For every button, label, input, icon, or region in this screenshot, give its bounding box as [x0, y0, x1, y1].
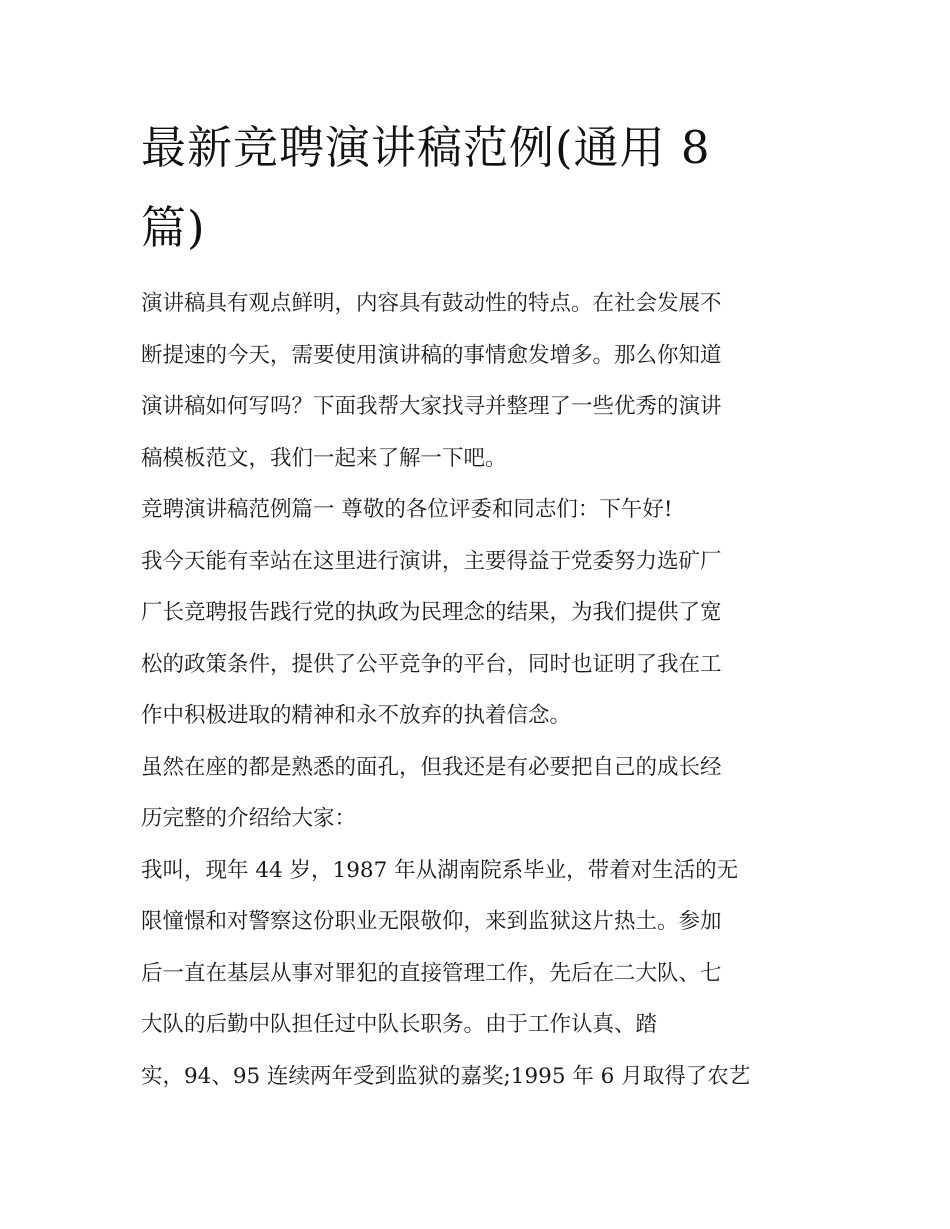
title-line-1: 最新竞聘演讲稿范例(通用 8 [141, 121, 711, 174]
body-line: 后一直在基层从事对罪犯的直接管理工作，先后在二大队、七 [141, 960, 722, 986]
body-line: 实，94、95 连续两年受到监狱的嘉奖;1995 年 6 月取得了农艺 [141, 1063, 751, 1089]
body-line: 演讲稿如何写吗？下面我帮大家找寻并整理了一些优秀的演讲 [141, 394, 722, 419]
body-line: 松的政策条件，提供了公平竞争的平台，同时也证明了我在工 [141, 651, 722, 677]
body-line: 我叫，现年 44 岁，1987 年从湖南院系毕业，带着对生活的无 [141, 857, 739, 883]
body-line: 作中积极进取的精神和永不放弃的执着信念。 [141, 703, 572, 728]
body-line: 限憧憬和对警察这份职业无限敬仰，来到监狱这片热土。参加 [141, 909, 722, 934]
body-line: 我今天能有幸站在这里进行演讲，主要得益于党委努力选矿厂 [141, 548, 722, 574]
body-line: 厂长竞聘报告践行党的执政为民理念的结果，为我们提供了宽 [141, 600, 722, 625]
body-line: 历完整的介绍给大家： [141, 806, 357, 831]
document-body [141, 278, 813, 1102]
body-line: 大队的后勤中队担任过中队长职务。由于工作认真、踏 [141, 1012, 658, 1037]
body-line: 断提速的今天，需要使用演讲稿的事情愈发增多。那么你知道 [141, 342, 722, 368]
body-line: 演讲稿具有观点鲜明，内容具有鼓动性的特点。在社会发展不 [141, 291, 722, 316]
title-line-2: 篇) [141, 201, 206, 254]
body-line: 竞聘演讲稿范例篇一 尊敬的各位评委和同志们：下午好! [141, 497, 673, 522]
body-line: 稿模板范文，我们一起来了解一下吧。 [141, 445, 507, 471]
document-title [141, 108, 781, 268]
body-line: 虽然在座的都是熟悉的面孔，但我还是有必要把自己的成长经 [141, 754, 722, 780]
